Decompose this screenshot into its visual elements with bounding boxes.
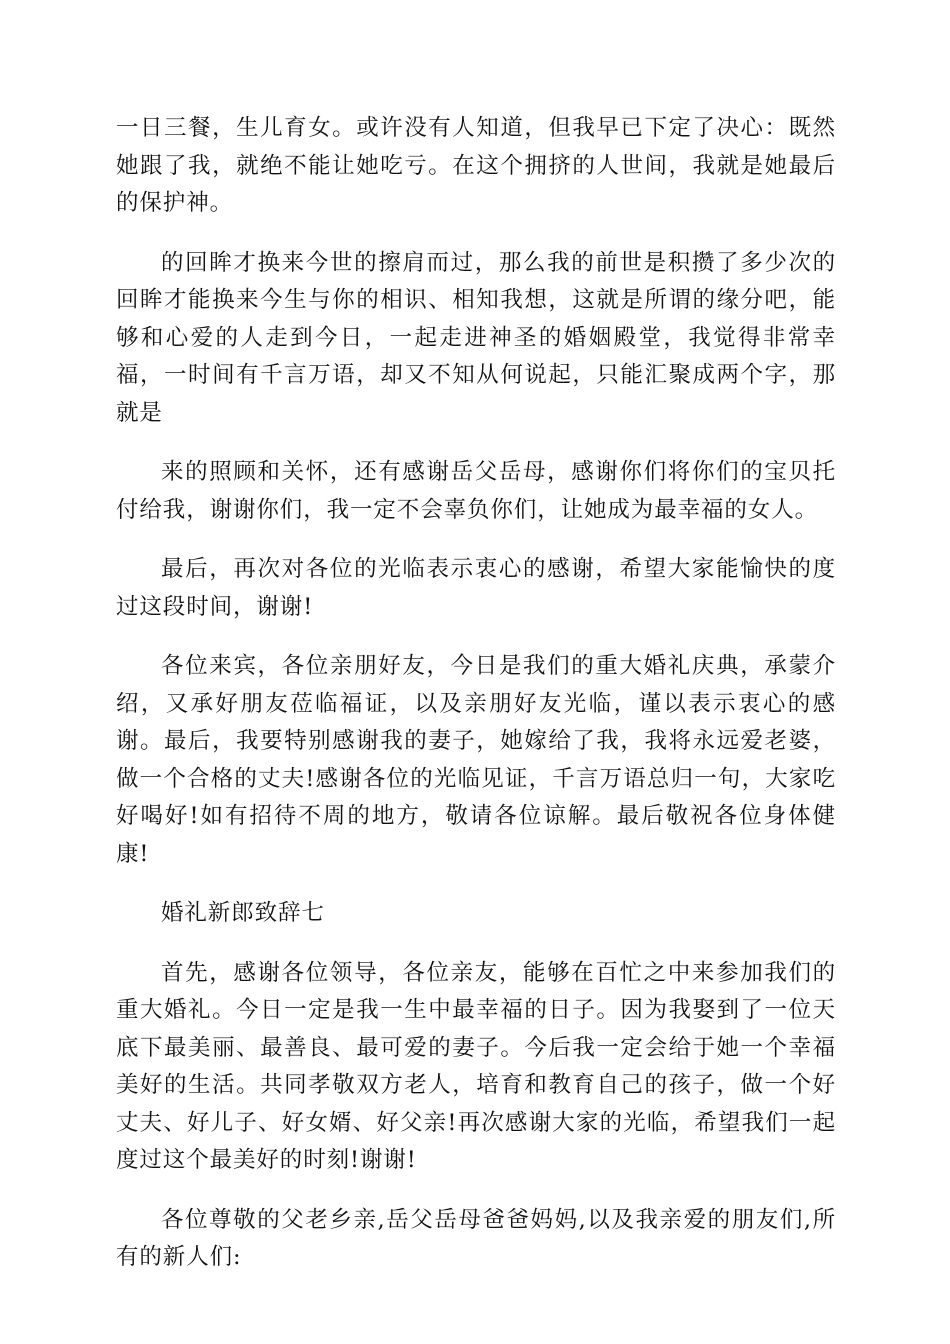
section-heading: 婚礼新郎致辞七 xyxy=(161,900,325,926)
paragraph-1: 一日三餐，生儿育女。或许没有人知道，但我早已下定了决心：既然她跟了我，就绝不能让她吃亏。在这个拥挤的人世间，我就是她最后的保护神。 xyxy=(116,115,836,216)
paragraph-6: 首先，感谢各位领导，各位亲友，能够在百忙之中来参加我们的重大婚礼。今日一定是我一生中最幸福的日子。因为我娶到了一位天底下最美丽、最善良、最可爱的妻子。今后我一定会给于她一个幸福美好的生活。共同孝敬双方老人，培育和教育自己的孩子，做一个好丈夫、好儿子、好女婿、好父亲!再次感谢大家的光临，希望我们一起度过这个最美好的时刻!谢谢! xyxy=(116,959,836,1173)
paragraph-7: 各位尊敬的父老乡亲,岳父岳母爸爸妈妈,以及我亲爱的朋友们,所有的新人们: xyxy=(116,1206,836,1270)
paragraph-4: 最后，再次对各位的光临表示衷心的感谢，希望大家能愉快的度过这段时间，谢谢! xyxy=(116,556,836,620)
document-body xyxy=(116,110,836,1299)
paragraph-5: 各位来宾，各位亲朋好友，今日是我们的重大婚礼庆典，承蒙介绍，又承好朋友莅临福证，以及亲朋好友光临，谨以表示衷心的感谢。最后，我要特别感谢我的妻子，她嫁给了我，我将永远爱老婆，做一个合格的丈夫!感谢各位的光临见证，千言万语总归一句，大家吃好喝好!如有招待不周的地方，敬请各位谅解。最后敬祝各位身体健康! xyxy=(116,653,836,867)
paragraph-3: 来的照顾和关怀，还有感谢岳父岳母，感谢你们将你们的宝贝托付给我，谢谢你们，我一定不会辜负你们，让她成为最幸福的女人。 xyxy=(116,459,836,523)
paragraph-2: 的回眸才换来今世的擦肩而过，那么我的前世是积攒了多少次的回眸才能换来今生与你的相识、相知我想，这就是所谓的缘分吧，能够和心爱的人走到今日，一起走进神圣的婚姻殿堂，我觉得非常幸福，一时间有千言万语，却又不知从何说起，只能汇聚成两个字，那就是 xyxy=(116,249,836,426)
